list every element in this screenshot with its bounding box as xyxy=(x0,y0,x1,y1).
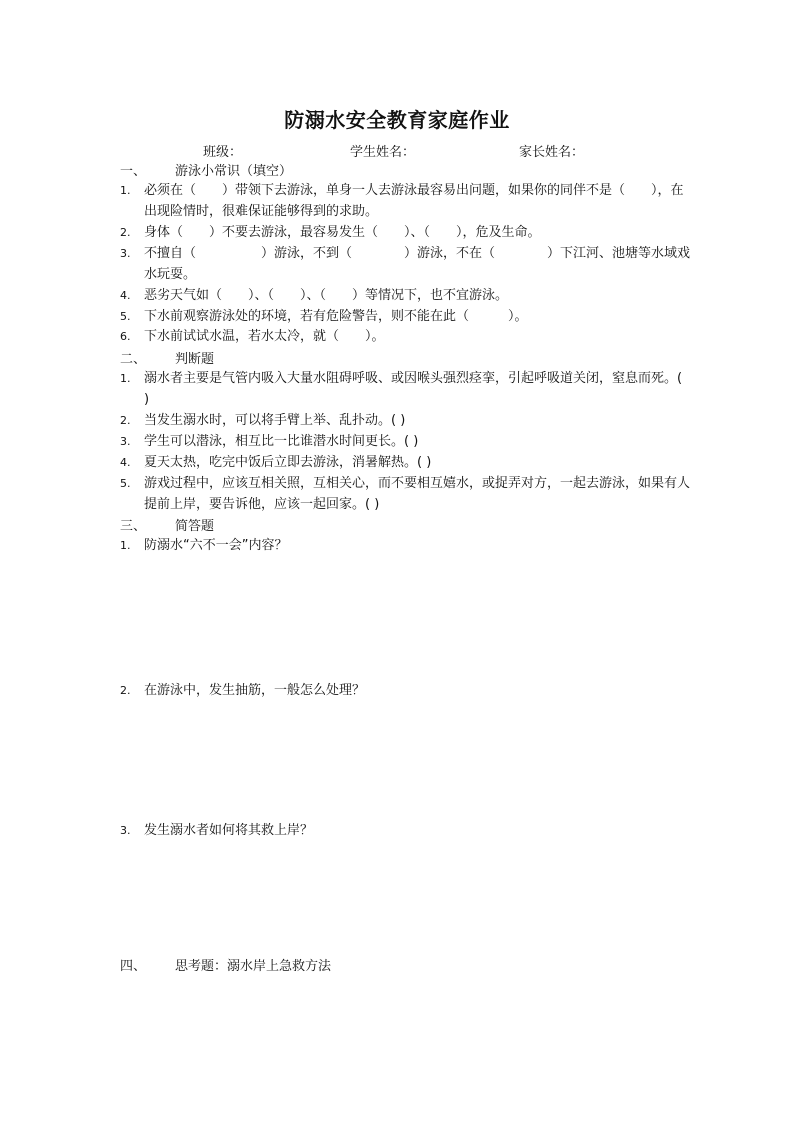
section-heading-fill-blank xyxy=(120,160,292,179)
section-heading-thinking xyxy=(120,955,331,974)
question-text: 在游泳中，发生抽筋，一般怎么处理？ xyxy=(144,683,366,698)
question-item xyxy=(120,306,690,327)
question-item xyxy=(120,410,690,431)
question-text: 防溺水“六不一会”内容？ xyxy=(144,538,288,553)
question-number: 6. xyxy=(120,330,131,343)
question-number: 4. xyxy=(120,289,131,302)
class-label: 班级： xyxy=(203,145,243,160)
question-number: 1. xyxy=(120,184,131,197)
question-text: 下水前观察游泳处的环境，若有危险警告，则不能在此（ ）。 xyxy=(144,309,528,324)
question-text: 不擅自（ ）游泳，不到（ ）游泳，不在（ ）下江河、池塘等水域戏水玩耍。 xyxy=(144,246,691,282)
section-title: 简答题 xyxy=(175,519,215,534)
question-item xyxy=(120,368,690,410)
question-number: 5. xyxy=(120,310,131,323)
question-number: 3. xyxy=(120,435,131,448)
question-item xyxy=(120,473,690,515)
question-item xyxy=(120,431,690,452)
question-number: 1. xyxy=(120,372,131,385)
section-heading-short-answer xyxy=(120,515,214,534)
question-number: 1. xyxy=(120,539,131,552)
question-text: 发生溺水者如何将其救上岸？ xyxy=(144,823,314,838)
question-text: 当发生溺水时，可以将手臂上举、乱扑动。( ) xyxy=(144,413,406,428)
question-number: 2. xyxy=(120,684,131,697)
question-item xyxy=(120,222,690,243)
question-number: 3. xyxy=(120,247,131,260)
question-text: 恶劣天气如（ ）、（ ）、（ ）等情况下，也不宜游泳。 xyxy=(144,288,509,303)
question-text: 身体（ ）不要去游泳，最容易发生（ ）、（ ），危及生命。 xyxy=(144,225,541,240)
question-number: 2. xyxy=(120,226,131,239)
question-item xyxy=(120,285,690,306)
question-text: 必须在（ ）带领下去游泳，单身一人去游泳最容易出问题，如果你的同伴不是（ ），在出现险情时，很难保证能够得到的求助。 xyxy=(144,183,684,219)
question-item xyxy=(120,820,690,841)
question-number: 3. xyxy=(120,824,131,837)
section-number: 一、 xyxy=(120,164,147,179)
question-text: 学生可以潜泳，相互比一比谁潜水时间更长。( ) xyxy=(144,434,419,449)
question-number: 4. xyxy=(120,456,131,469)
question-text: 下水前试试水温，若水太冷，就（ ）。 xyxy=(144,329,385,344)
section-number: 二、 xyxy=(120,352,147,367)
section-heading-true-false xyxy=(120,348,214,367)
section-title: 判断题 xyxy=(175,352,215,367)
student-name-label: 学生姓名： xyxy=(350,145,416,160)
question-item xyxy=(120,180,690,222)
section-title: 思考题：溺水岸上急救方法 xyxy=(175,959,332,974)
question-item xyxy=(120,452,690,473)
question-item xyxy=(120,243,690,285)
page-title: 防溺水安全教育家庭作业 xyxy=(284,108,510,132)
question-text: 溺水者主要是气管内吸入大量水阻碍呼吸、或因喉头强烈痉挛，引起呼吸道关闭，窒息而死。( ) xyxy=(144,371,683,407)
question-number: 2. xyxy=(120,414,131,427)
question-text: 游戏过程中，应该互相关照，互相关心，而不要相互嬉水，或捉弄对方，一起去游泳，如果有人提前上岸，要告诉他，应该一起回家。( ) xyxy=(144,476,691,512)
question-item xyxy=(120,680,690,701)
section-title: 游泳小常识（填空） xyxy=(175,164,293,179)
section-number: 四、 xyxy=(120,959,147,974)
question-number: 5. xyxy=(120,477,131,490)
parent-name-label: 家长姓名： xyxy=(519,145,585,160)
question-item xyxy=(120,535,690,556)
section-number: 三、 xyxy=(120,519,147,534)
question-text: 夏天太热，吃完中饭后立即去游泳，消暑解热。( ) xyxy=(144,455,432,470)
question-item xyxy=(120,326,690,347)
